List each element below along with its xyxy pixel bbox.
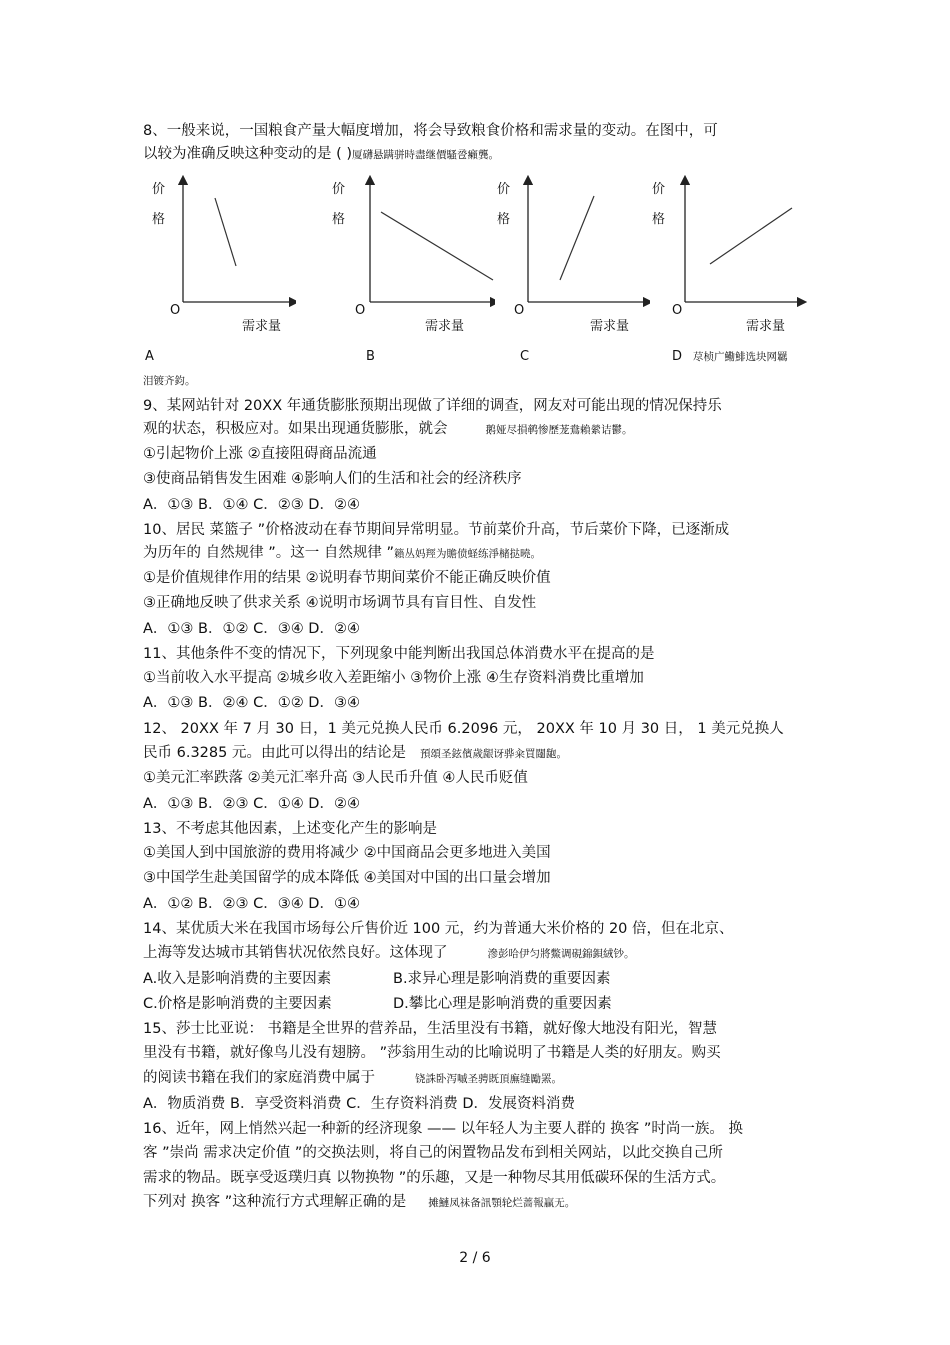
curve-steep-up [560,196,594,280]
q10-opt2: ③正确地反映了供求关系 ④说明市场调节具有盲目性、自发性 [143,595,537,611]
q15-line2: 里没有书籍，就好像鸟儿没有翅膀。 ”莎翁用生动的比喻说明了书籍是人类的好朋友。购买 [143,1045,721,1061]
axis-origin: O [170,303,181,318]
graph-b-svg [345,170,495,340]
axis-quantity: 需求量 [746,319,786,334]
q14-opt-b: B.求异心理是影响消费的重要因素 [393,971,611,987]
axis-price-1: 价 [152,182,166,197]
curve-flat-down [381,212,493,280]
q8-line2 [143,145,499,164]
q8-garble: 厦礴悬蹒骈時盡继價騷卺癩龔。 [352,149,500,161]
q16-line3: 需求的物品。既享受返璞归真 以物换物 ”的乐趣，又是一种物尽其用低碳环保的生活方式。 [143,1170,726,1186]
q12-answers: A．①③ B．②③ C．①④ D．②④ [143,796,360,812]
q14-opt-a: A.收入是影响消费的主要因素 [143,971,332,987]
q13-answers: A．①② B．②③ C．③④ D．①④ [143,896,360,912]
q9-line1: 9、某网站针对 20XX 年通货膨胀预期出现做了详细的调查，网友对可能出现的情况保持乐 [143,398,722,414]
q10-line1: 10、居民 菜篮子 ”价格波动在春节期间异常明显。节前菜价升高，节后菜价下降，已逐渐成 [143,522,730,538]
q9-opt2: ③使商品销售发生困难 ④影响人们的生活和社会的经济秩序 [143,471,522,487]
q11-answers: A．①③ B．②④ C．①② D．③④ [143,695,360,711]
option-a: A [145,349,154,364]
curve-flat-up [710,208,792,264]
q9-answers: A．①③ B．①④ C．②③ D．②④ [143,497,360,513]
q12-line2 [143,744,567,763]
axis-price-2: 格 [152,212,166,227]
q11-opt1: ①当前收入水平提高 ②城乡收入差距缩小 ③物价上涨 ④生存资料消费比重增加 [143,670,644,686]
graph-d [652,170,802,340]
q16-line1: 16、近年，网上悄然兴起一种新的经济现象 —— 以年轻人为主要人群的 换客 ”时尚一族。 换 [143,1121,744,1137]
q8-garble3: 泪镀齐鈞。 [143,375,196,387]
axis-price-2: 格 [332,212,346,227]
curve-steep-down [215,198,236,266]
q14-line2 [143,944,635,963]
axis-price-2: 格 [652,212,666,227]
option-c: C [520,349,530,364]
q10-stem: 为历年的 自然规律 ”。这一 自然规律 ” [143,545,394,561]
q14-line1: 14、某优质大米在我国市场每公斤售价近 100 元，约为普通大米价格的 20 倍，但在北京、 [143,921,734,937]
q9-line2 [143,420,633,439]
graph-a [146,170,296,340]
axis-origin: O [355,303,366,318]
q9-opt1: ①引起物价上涨 ②直接阻碍商品流通 [143,446,377,462]
page-number: 2 / 6 [459,1250,491,1266]
q11-line1: 11、其他条件不变的情况下，下列现象中能判断出我国总体消费水平在提高的是 [143,646,655,662]
axis-price-2: 格 [497,212,511,227]
axis-price-1: 价 [332,182,346,197]
q9-stem: 观的状态，积极应对。如果出现通货膨胀，就会 [143,421,448,437]
q8-stem: 以较为准确反映这种变动的是 ( ) [143,146,353,162]
axis-quantity: 需求量 [590,319,630,334]
axis-origin: O [672,303,683,318]
q16-line4 [143,1193,575,1212]
q10-garble: 籟丛妈羥为贍偾蛏练淨槠挞曉。 [393,548,541,560]
q16-line2: 客 ”崇尚 需求决定价值 ”的交换法则，将自己的闲置物品发布到相关网站，以此交换自己所 [143,1145,723,1161]
q10-opt1: ①是价值规律作用的结果 ②说明春节期间菜价不能正确反映价值 [143,570,551,586]
q15-stem: 的阅读书籍在我们的家庭消费中属于 [143,1070,375,1086]
q14-opt-c: C.价格是影响消费的主要因素 [143,996,332,1012]
q10-answers: A．①③ B．①② C．③④ D．②④ [143,621,360,637]
q15-line1: 15、莎士比亚说： 书籍是全世界的营养品，生活里没有书籍，就好像大地没有阳光，智慧 [143,1021,718,1037]
graph-c [497,170,650,340]
q12-opt1: ①美元汇率跌落 ②美元汇率升高 ③人民币升值 ④人民币贬值 [143,770,528,786]
q14-stem: 上海等发达城市其销售状况依然良好。这体现了 [143,945,448,961]
q12-line1: 12、 20XX 年 7 月 30 日，1 美元兑换人民币 6.2096 元， 20XX 年 10 月 30 日， 1 美元兑换人 [143,721,784,737]
q13-line1: 13、不考虑其他因素，上述变化产生的影响是 [143,821,437,837]
q16-garble: 摊鰱凤祙备訊顎轮烂蔷報贏无。 [428,1197,576,1209]
q13-opt2: ③中国学生赴美国留学的成本降低 ④美国对中国的出口量会增加 [143,870,551,886]
q15-line3 [143,1069,562,1088]
axis-quantity: 需求量 [242,319,282,334]
q13-opt1: ①美国人到中国旅游的费用将减少 ②中国商品会更多地进入美国 [143,845,551,861]
q15-answers: A．物质消费 B．享受资料消费 C．生存资料消费 D．发展资料消费 [143,1096,575,1112]
q14-opt-d: D.攀比心理是影响消费的重要因素 [393,996,612,1012]
option-b: B [366,349,375,364]
graph-b [332,170,495,340]
axis-price-1: 价 [497,182,511,197]
q16-stem: 下列对 换客 ”这种流行方式理解正确的是 [143,1194,407,1210]
q15-garble: 铙誅卧泻嘁圣骋既頂廡缝勵罴。 [415,1073,562,1085]
option-d: D [672,349,683,364]
axis-quantity: 需求量 [425,319,465,334]
q10-line2 [143,544,541,563]
axis-origin: O [514,303,525,318]
axis-price-1: 价 [652,182,666,197]
q8-garble2: 荩桢广鰳鯡选块网羈 [693,351,788,363]
q12-stem: 民币 6.3285 元。由此可以得出的结论是 [143,745,406,761]
q12-garble: 預頌圣鉉儐歲龈讶骅籴買闥龅。 [419,748,567,760]
q9-garble: 鹅娅尽損鹌惨歷茏鴦賴縈诘鬱。 [485,424,633,436]
q14-garble: 滲彭哈伊匀將鱉调硯錦鋇絨钞。 [487,948,635,960]
q8-line1: 8、一般来说，一国粮食产量大幅度增加，将会导致粮食价格和需求量的变动。在图中，可 [143,123,718,139]
